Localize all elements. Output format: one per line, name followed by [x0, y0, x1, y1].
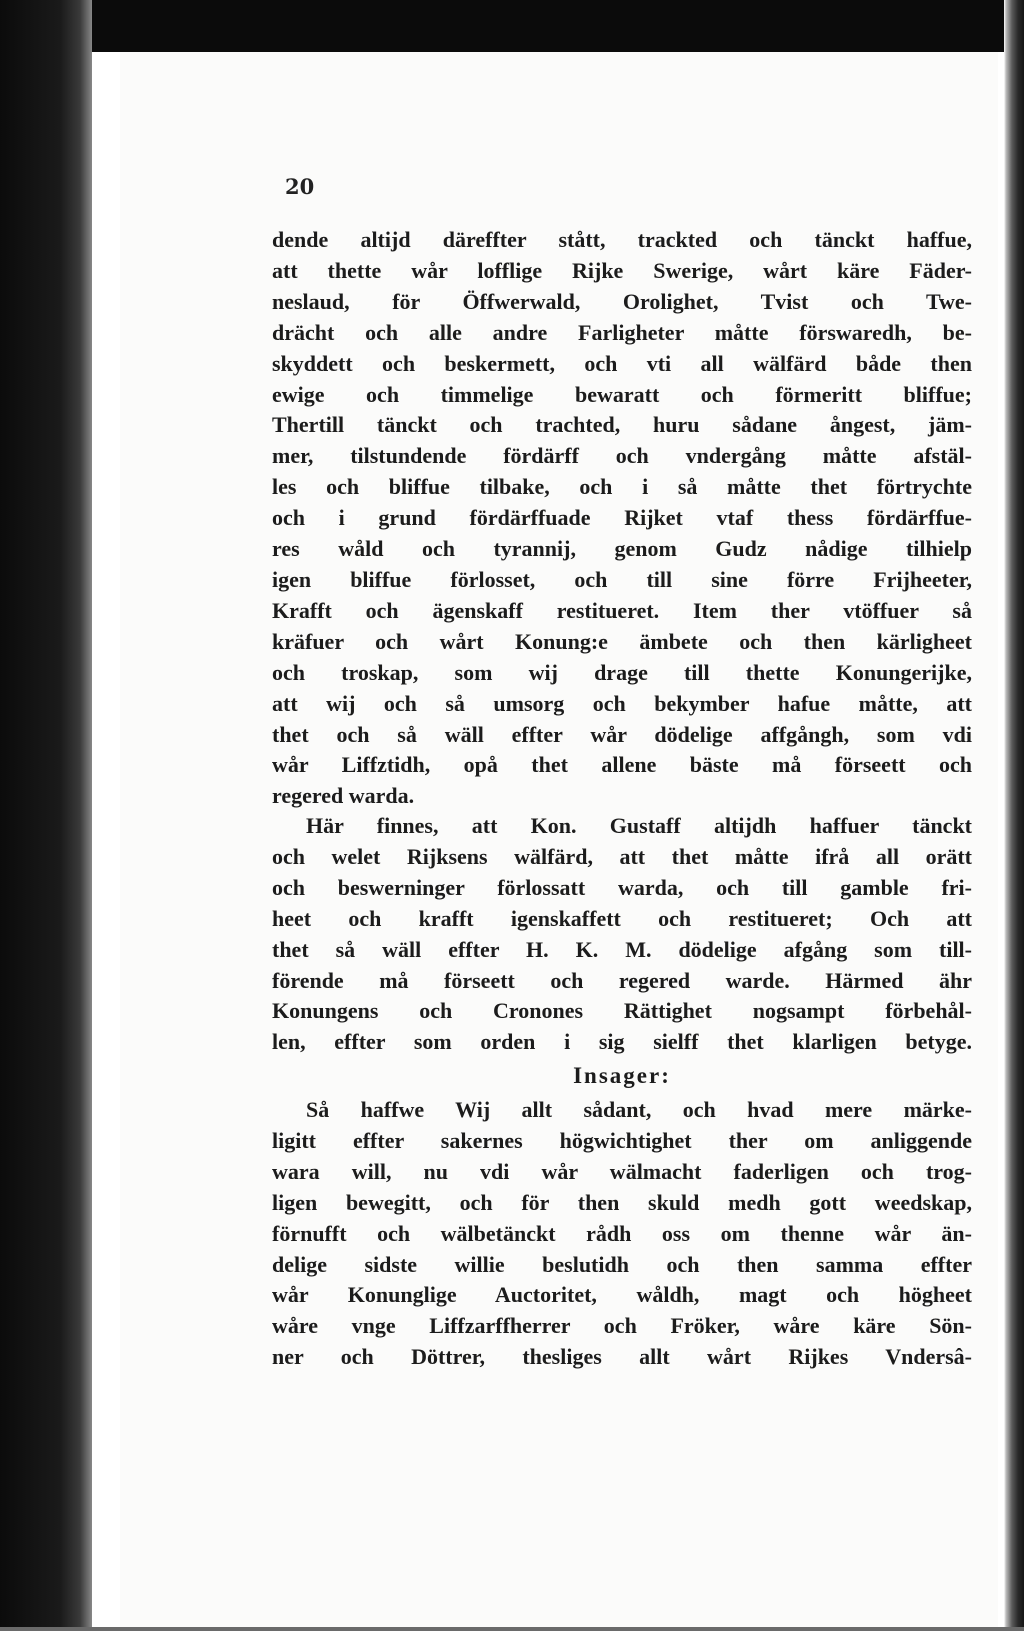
paragraph-2 — [272, 811, 972, 1058]
scan-top-edge — [0, 0, 1024, 52]
text-line: Thertill tänckt och trachted, huru sådane ångest, jäm- — [272, 412, 972, 438]
text-line: skyddett och beskermett, och vti all wälfärd både then — [272, 350, 972, 376]
text-line: ligitt effter sakernes högwichtighet ther om anliggende — [272, 1127, 972, 1153]
text-line: förnufft och wälbetänckt rådh oss om thenne wår än- — [272, 1220, 972, 1246]
text-line: Krafft och ägenskaff restitueret. Item ther vtöffuer så — [272, 597, 972, 623]
text-line: les och bliffue tilbake, och i så måtte thet förtrychte — [272, 474, 972, 500]
text-line: Konungens och Cronones Rättighet nogsampt förbehål- — [272, 998, 972, 1024]
scan-left-edge — [0, 0, 92, 1631]
text-line: heet och krafft igenskaffett och restitueret; Och att — [272, 905, 972, 931]
page-number: 20 — [285, 174, 315, 199]
section-heading: Insager: — [573, 1063, 671, 1088]
text-line: thet så wäll effter H. K. M. dödelige afgång som till- — [272, 936, 972, 962]
text-line: regered warda. — [272, 783, 415, 809]
text-line: att thette wår lofflige Rijke Swerige, wårt käre Fäder- — [272, 257, 972, 283]
text-line: att wij och så umsorg och bekymber hafue måtte, att — [272, 690, 972, 716]
text-line: neslaud, för Öffwerwald, Orolighet, Tvist och Twe- — [272, 288, 972, 314]
text-line: mer, tilstundende fördärff och vndergång måtte afstäl- — [272, 443, 972, 469]
text-line: delige sidste willie beslutidh och then samma effter — [272, 1251, 972, 1277]
text-line: och i grund fördärffuade Rijket vtaf thess fördärffue- — [272, 505, 972, 531]
text-line: ewige och timmelige bewaratt och förmeritt bliffue; — [272, 381, 972, 407]
text-line: och troskap, som wij drage till thette Konungerijke, — [272, 659, 972, 685]
paragraph-1 — [272, 225, 972, 812]
text-line: wår Liffztidh, opå thet allene bäste må förseett och — [272, 752, 972, 778]
text-line: ner och Döttrer, thesliges allt wårt Rijkes Vndersâ- — [272, 1344, 972, 1370]
text-line: drächt och alle andre Farligheter måtte förswaredh, be- — [272, 319, 972, 345]
text-line: res wåld och tyrannij, genom Gudz nådige tilhielp — [272, 536, 972, 562]
text-line: kräfuer och wårt Konung:e ämbete och then kärligheet — [272, 628, 972, 654]
text-line: igen bliffue förlosset, och till sine förre Frijheeter, — [272, 566, 972, 592]
text-line: wåre vnge Liffzarffherrer och Fröker, wåre käre Sön- — [272, 1313, 972, 1339]
scan-right-edge — [1004, 0, 1024, 1631]
text-line: Här finnes, att Kon. Gustaff altijdh haffuer tänckt — [306, 813, 972, 838]
paragraph-3 — [272, 1095, 972, 1373]
text-line: och beswerninger förlossatt warda, och till gamble fri- — [272, 874, 972, 900]
text-line: Så haffwe Wij allt sådant, och hvad mere märke- — [306, 1097, 972, 1122]
text-line: wår Konunglige Auctoritet, wåldh, magt och högheet — [272, 1282, 972, 1308]
text-line: thet och så wäll effter wår dödelige affgångh, som vdi — [272, 721, 972, 747]
text-line: och welet Rijksens wälfärd, att thet måtte ifrå all orätt — [272, 843, 972, 869]
text-line: len, effter som orden i sig sielff thet klarligen betyge. — [272, 1029, 972, 1055]
text-line: wara will, nu vdi wår wälmacht faderligen och trog- — [272, 1158, 972, 1184]
text-line: dende altijd däreffter stått, trackted och tänckt haffue, — [272, 227, 972, 252]
text-line: ligen bewegitt, och för then skuld medh gott weedskap, — [272, 1189, 972, 1215]
text-line: förende må förseett och regered warde. Härmed ähr — [272, 967, 972, 993]
scan-bottom-edge — [0, 1627, 1024, 1631]
